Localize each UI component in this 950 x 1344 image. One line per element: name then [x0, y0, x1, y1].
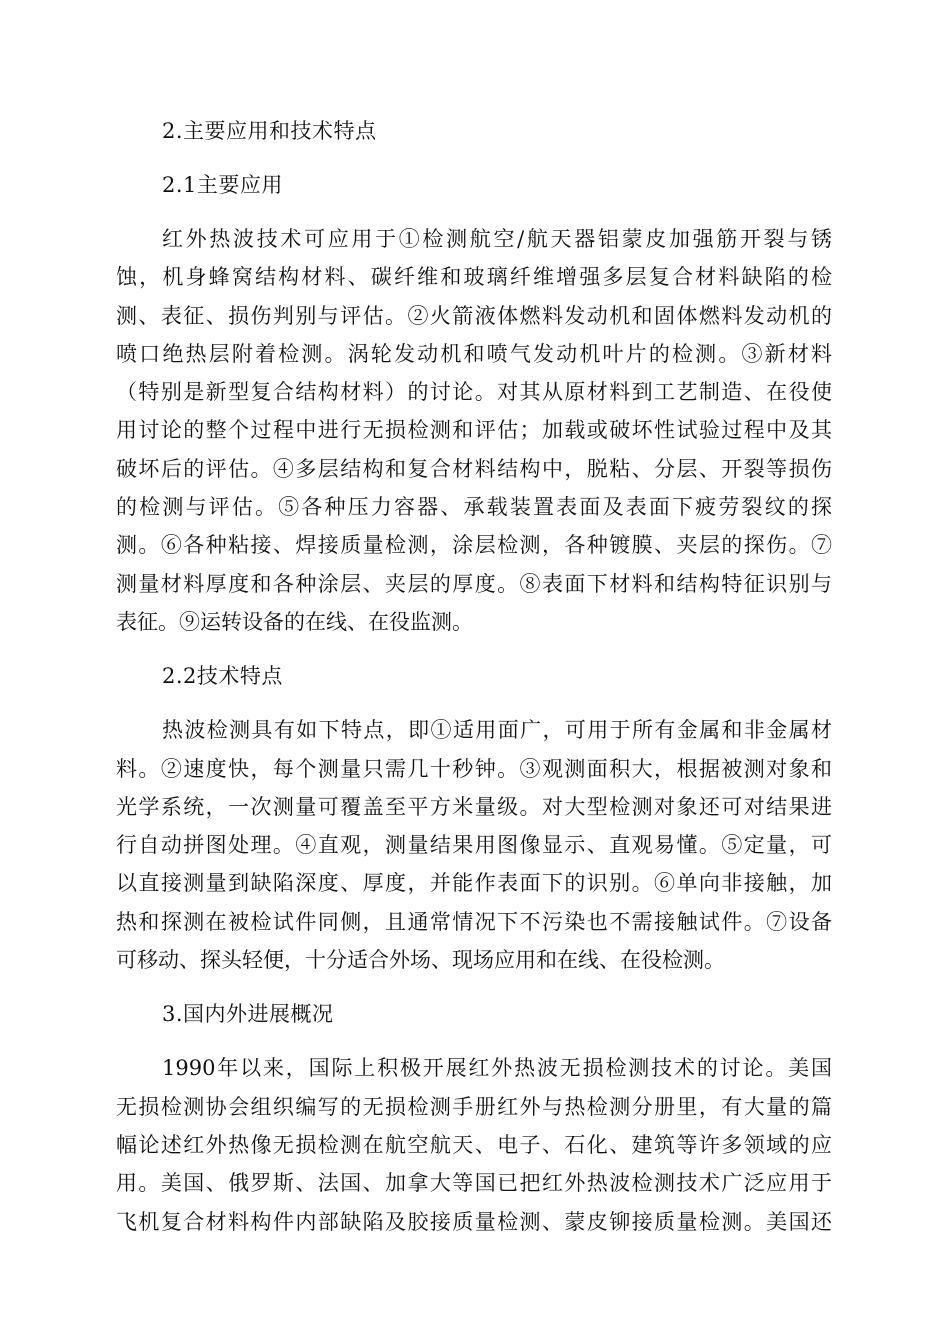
text-line: 光学系统，一次测量可覆盖至平方米量级。对大型检测对象还可对结果进 [116, 794, 832, 819]
text-line: 表征。⑨运转设备的在线、在役监测。 [116, 609, 473, 634]
text-line: 破坏后的评估。④多层结构和复合材料结构中，脱粘、分层、开裂等损伤 [116, 456, 832, 481]
section-heading-3: 3.国内外进展概况 [162, 1002, 334, 1027]
text-line: 测量材料厚度和各种涂层、夹层的厚度。⑧表面下材料和结构特征识别与 [116, 571, 832, 596]
paragraph-progress [116, 1049, 832, 1240]
section-heading-2-2: 2.2技术特点 [162, 664, 283, 689]
paragraph-features [116, 711, 832, 979]
text-line: 喷口绝热层附着检测。涡轮发动机和喷气发动机叶片的检测。③新材料 [116, 341, 832, 366]
text-line: 测、表征、损伤判别与评估。②火箭液体燃料发动机和固体燃料发动机的 [116, 303, 832, 328]
section-heading-2-1: 2.1主要应用 [162, 173, 283, 197]
text-line: （特别是新型复合结构材料）的讨论。对其从原材料到工艺制造、在役使 [116, 380, 832, 405]
text-line: 测。⑥各种粘接、焊接质量检测，涂层检测，各种镀膜、夹层的探伤。⑦ [116, 533, 832, 558]
text-line: 可移动、探头轻便，十分适合外场、现场应用和在线、在役检测。 [116, 948, 725, 973]
section-heading-2: 2.主要应用和技术特点 [162, 119, 377, 143]
text-line: 蚀，机身蜂窝结构材料、碳纤维和玻璃纤维增强多层复合材料缺陷的检 [116, 265, 832, 290]
text-line: 幅论述红外热像无损检测在航空航天、电子、石化、建筑等许多领域的应 [116, 1132, 832, 1157]
paragraph-applications [116, 220, 832, 641]
text-line: 飞机复合材料构件内部缺陷及胶接质量检测、蒙皮铆接质量检测。美国还 [116, 1209, 832, 1234]
text-line: 的检测与评估。⑤各种压力容器、承载装置表面及表面下疲劳裂纹的探 [116, 495, 832, 520]
text-line: 无损检测协会组织编写的无损检测手册红外与热检测分册里，有大量的篇 [116, 1094, 832, 1119]
text-line: 红外热波技术可应用于①检测航空/航天器铝蒙皮加强筋开裂与锈 [162, 227, 832, 251]
document-body [116, 112, 832, 1241]
text-line: 行自动拼图处理。④直观，测量结果用图像显示、直观易懂。⑤定量，可 [116, 833, 832, 858]
text-line: 用。美国、俄罗斯、法国、加拿大等国已把红外热波检测技术广泛应用于 [116, 1171, 832, 1196]
text-line: 用讨论的整个过程中进行无损检测和评估；加载或破坏性试验过程中及其 [116, 418, 832, 443]
text-line: 料。②速度快，每个测量只需几十秒钟。③观测面积大，根据被测对象和 [116, 756, 832, 781]
text-line: 1990年以来，国际上积极开展红外热波无损检测技术的讨论。美国 [162, 1056, 832, 1081]
text-line: 热和探测在被检试件同侧，且通常情况下不污染也不需接触试件。⑦设备 [116, 909, 832, 934]
text-line: 热波检测具有如下特点，即①适用面广，可用于所有金属和非金属材 [162, 718, 832, 743]
text-line: 以直接测量到缺陷深度、厚度，并能作表面下的识别。⑥单向非接触，加 [116, 871, 832, 896]
